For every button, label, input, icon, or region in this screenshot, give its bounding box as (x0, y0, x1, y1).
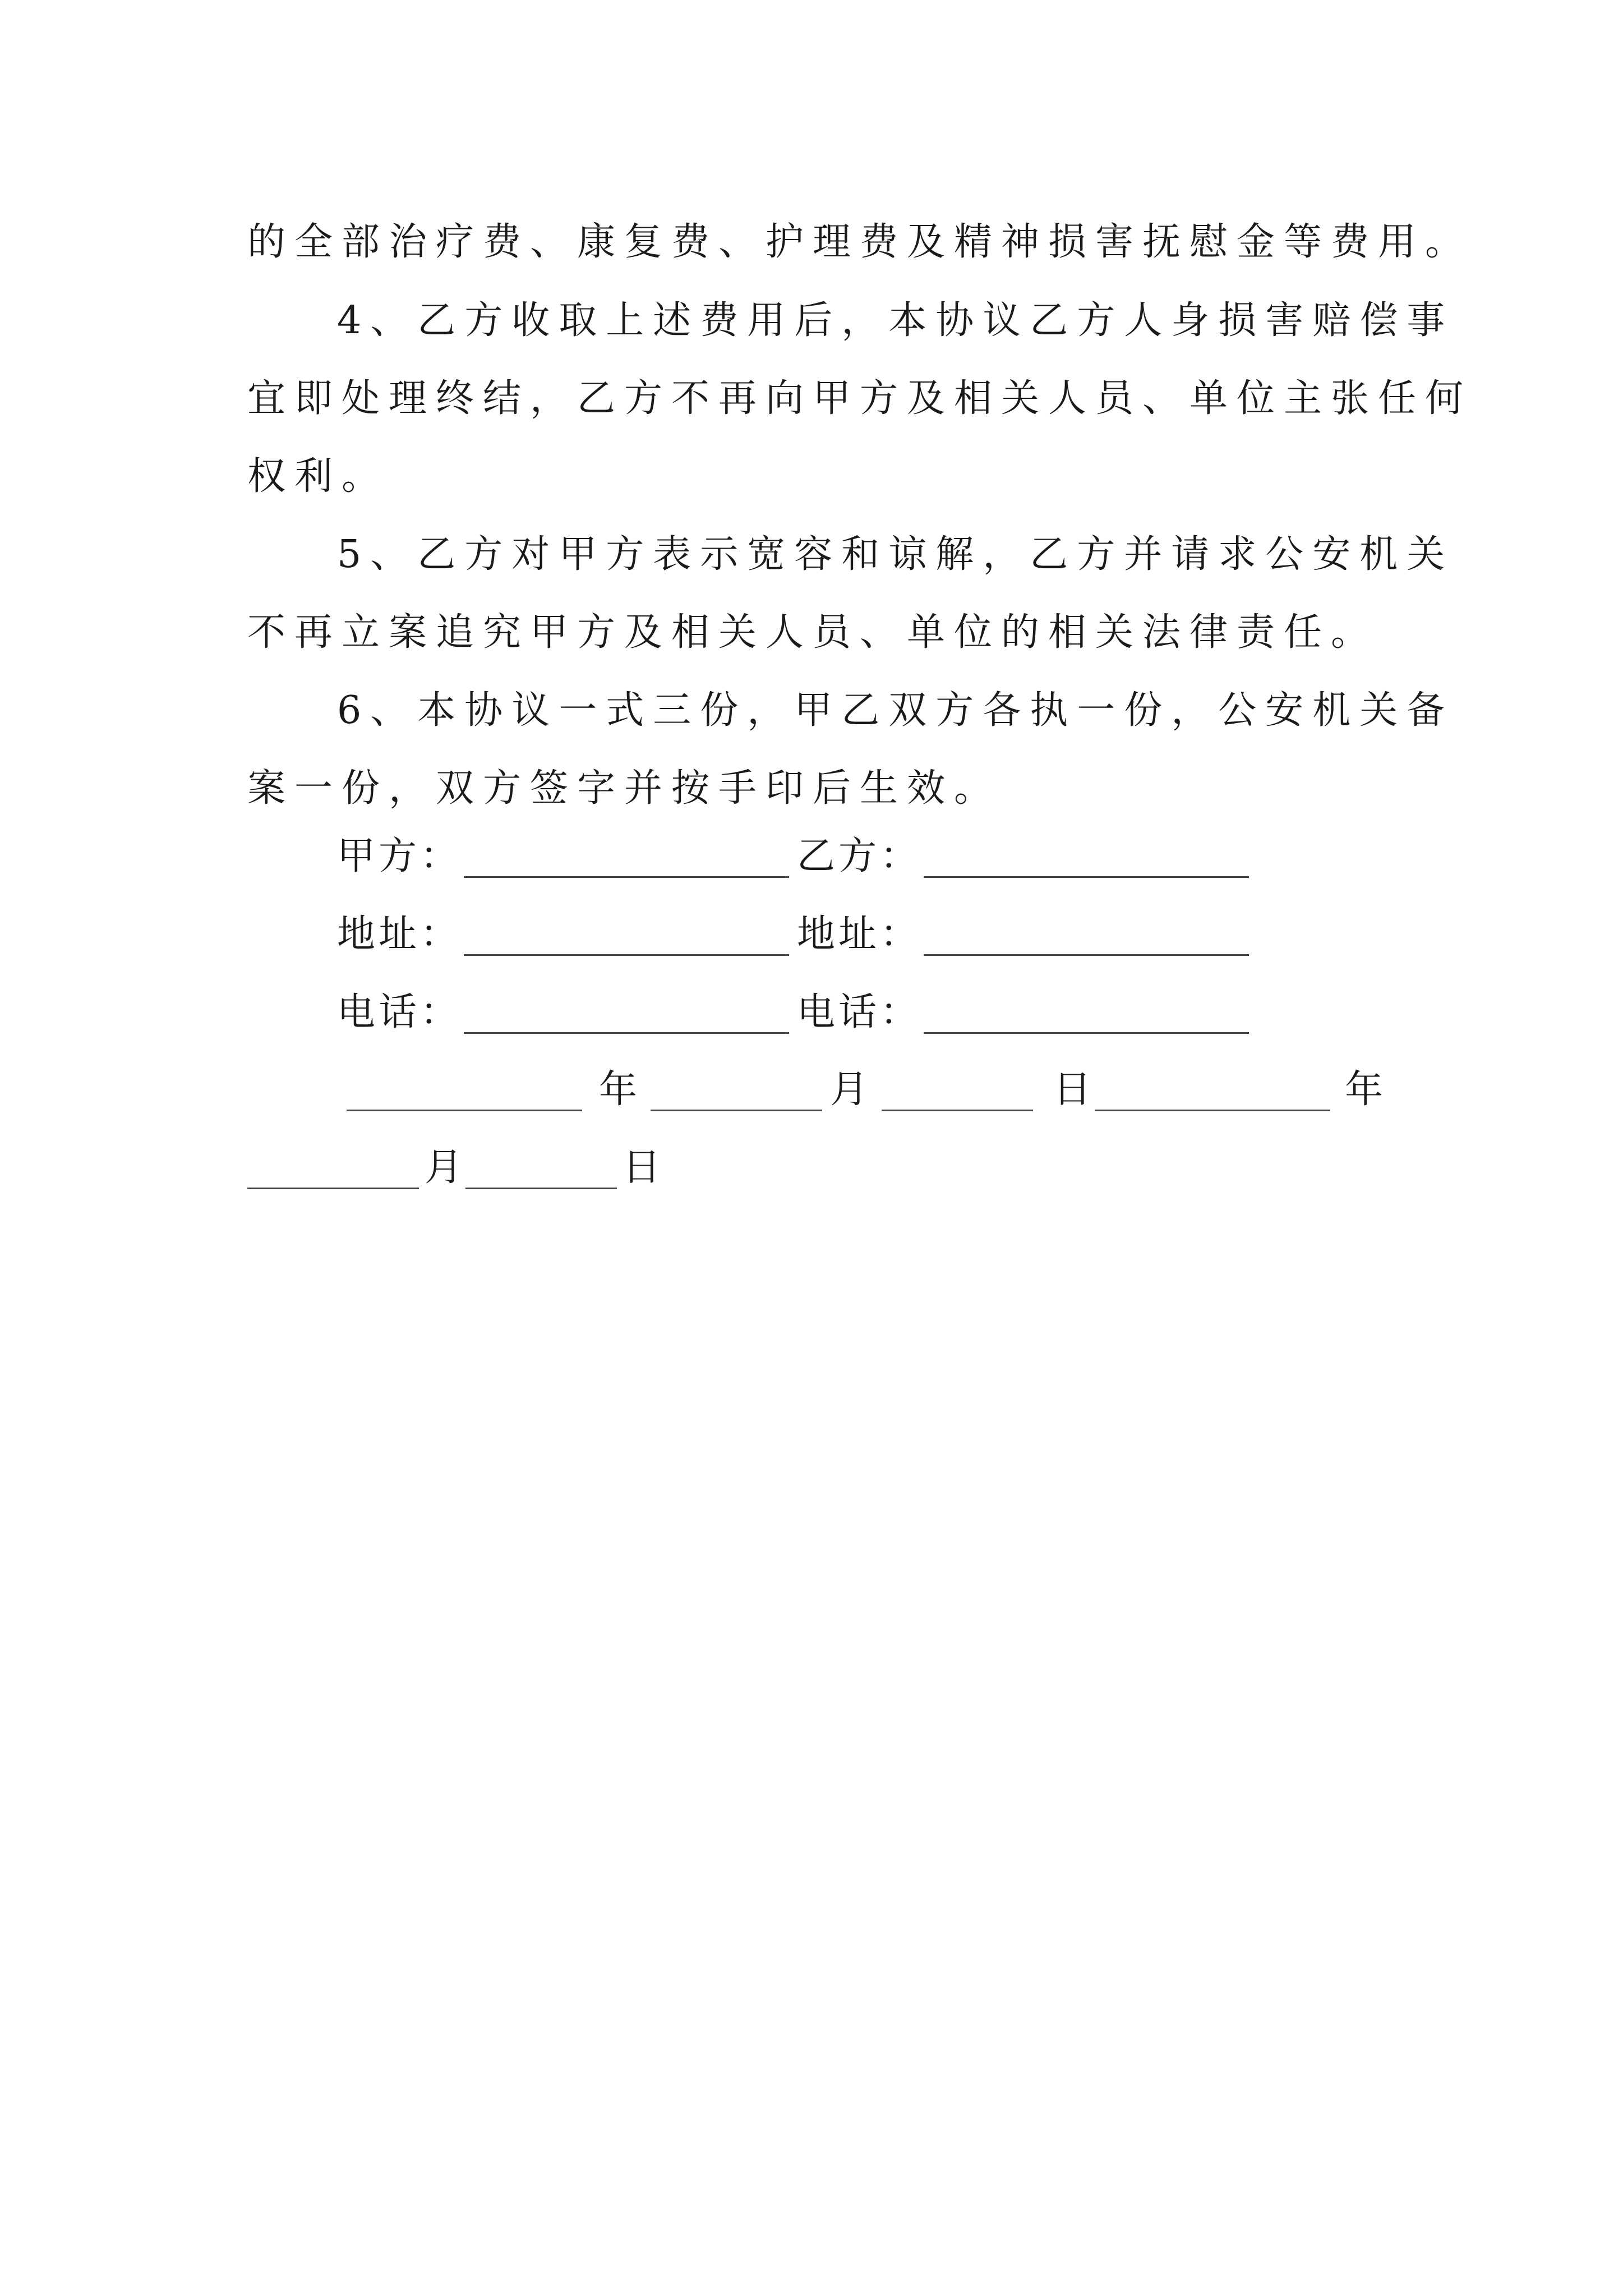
year-a-label: 年 (599, 1068, 638, 1112)
month-b-label: 月 (425, 1145, 463, 1190)
paragraph-4-line-2: 宜即处理终结，乙方不再向甲方及相关人员、单位主张任何 (247, 376, 1473, 421)
phone-a-label: 电话： (337, 990, 462, 1034)
day-a-label: 日 (1053, 1068, 1092, 1112)
day-a-blank[interactable] (882, 1110, 1033, 1111)
paragraph-5-line-1: 5、乙方对甲方表示宽容和谅解，乙方并请求公安机关 (337, 532, 1454, 577)
year-b-label: 年 (1345, 1068, 1384, 1112)
phone-a-blank[interactable] (464, 1032, 789, 1034)
address-b-label: 地址： (797, 912, 922, 956)
paragraph-5-line-2: 不再立案追究甲方及相关人员、单位的相关法律责任。 (247, 610, 1378, 655)
month-a-label: 月 (830, 1068, 869, 1112)
paragraph-3-tail: 的全部治疗费、康复费、护理费及精神损害抚慰金等费用。 (247, 220, 1473, 264)
party-a-blank[interactable] (464, 876, 789, 878)
year-a-blank[interactable] (347, 1110, 582, 1111)
paragraph-4-line-1: 4、乙方收取上述费用后，本协议乙方人身损害赔偿事 (337, 298, 1454, 343)
month-a-blank[interactable] (651, 1110, 822, 1111)
address-a-blank[interactable] (464, 954, 789, 956)
party-a-label: 甲方： (337, 834, 462, 878)
month-b-blank[interactable] (247, 1188, 419, 1189)
year-b-blank[interactable] (1095, 1110, 1330, 1111)
day-b-blank[interactable] (465, 1188, 617, 1189)
paragraph-6-line-1: 6、本协议一式三份，甲乙双方各执一份，公安机关备 (337, 688, 1454, 733)
party-b-blank[interactable] (924, 876, 1249, 878)
phone-b-label: 电话： (797, 990, 922, 1034)
paragraph-6-line-2: 案一份，双方签字并按手印后生效。 (247, 766, 1002, 811)
paragraph-4-line-3: 权利。 (247, 454, 389, 499)
party-b-label: 乙方： (797, 834, 922, 878)
address-b-blank[interactable] (924, 954, 1249, 956)
address-a-label: 地址： (337, 912, 462, 956)
phone-b-blank[interactable] (924, 1032, 1249, 1034)
day-b-label: 日 (623, 1145, 661, 1190)
